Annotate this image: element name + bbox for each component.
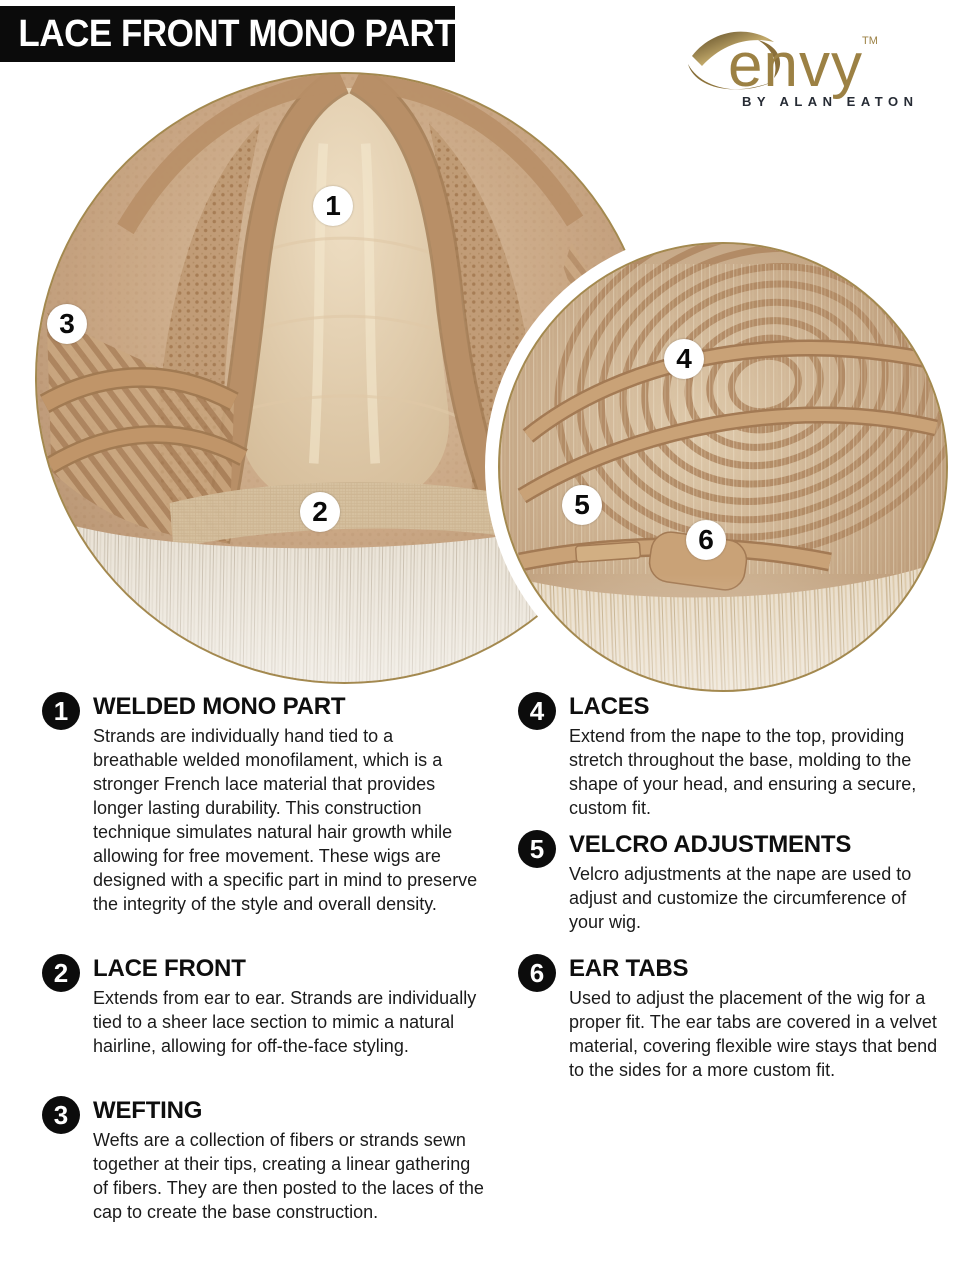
item-number-badge: 3 [42, 1096, 80, 1134]
callout-6: 6 [686, 520, 726, 560]
item-number-badge: 6 [518, 954, 556, 992]
item-body: Velcro adjustments at the nape are used to adjust and customize the circumference of your wig. [569, 864, 912, 933]
item-number-badge: 5 [518, 830, 556, 868]
callout-2: 2 [300, 492, 340, 532]
item-content [569, 956, 938, 1082]
glossary-item-velcro-adjustments [518, 832, 938, 934]
callout-4: 4 [664, 339, 704, 379]
item-body: Extends from ear to ear. Strands are individually tied to a sheer lace section to mimic a natural hairline, allowing for off-the-face styling. [93, 988, 477, 1057]
item-content [569, 694, 938, 820]
cap-back-photo [498, 242, 948, 692]
item-body: Wefts are a collection of fibers or strands sewn together at their tips, creating a linear gathering of fibers. They are then posted to the laces of the cap to create the base construction. [93, 1130, 484, 1223]
item-title: WELDED MONO PART [93, 693, 346, 720]
item-content [93, 694, 480, 916]
logo-brand-text: envy [728, 31, 863, 100]
callout-3: 3 [47, 304, 87, 344]
logo-tagline: BY ALAN EATON [742, 94, 919, 109]
item-content [93, 956, 480, 1058]
glossary-item-welded-mono-part [42, 694, 480, 916]
item-body: Strands are individually hand tied to a breathable welded monofilament, which is a stronger French lace material that provides longer lasting durability. This construction technique simulates natural hair growth while allowing for free movement. These wigs are designed with a specific part in mind to preserve the integrity of the style and overall density. [93, 726, 478, 915]
item-number-badge: 1 [42, 692, 80, 730]
glossary-item-ear-tabs [518, 956, 938, 1082]
item-title: LACE FRONT [93, 955, 246, 982]
callout-5: 5 [562, 485, 602, 525]
item-body: Extend from the nape to the top, providing stretch throughout the base, molding to the shape of your head, and ensuring a secure, custom fit. [569, 726, 917, 819]
page-title: LACE FRONT MONO PART [18, 12, 456, 55]
cap-back-illustration [500, 244, 946, 690]
item-content [93, 1098, 490, 1224]
item-number-badge: 2 [42, 954, 80, 992]
item-title: EAR TABS [569, 955, 689, 982]
glossary-item-lace-front [42, 956, 480, 1058]
callout-1: 1 [313, 186, 353, 226]
item-title: WEFTING [93, 1097, 203, 1124]
glossary-item-wefting [42, 1098, 490, 1224]
item-number-badge: 4 [518, 692, 556, 730]
item-content [569, 832, 938, 934]
glossary-item-laces [518, 694, 938, 820]
brand-logo [686, 16, 950, 116]
item-body: Used to adjust the placement of the wig for a proper fit. The ear tabs are covered in a velvet material, covering flexible wire stays that bend to the sides for a more custom fit. [569, 988, 938, 1081]
item-title: VELCRO ADJUSTMENTS [569, 831, 852, 858]
header-banner [0, 6, 455, 62]
item-title: LACES [569, 693, 650, 720]
envy-logo-graphic [686, 16, 950, 116]
logo-trademark: TM [862, 35, 878, 47]
